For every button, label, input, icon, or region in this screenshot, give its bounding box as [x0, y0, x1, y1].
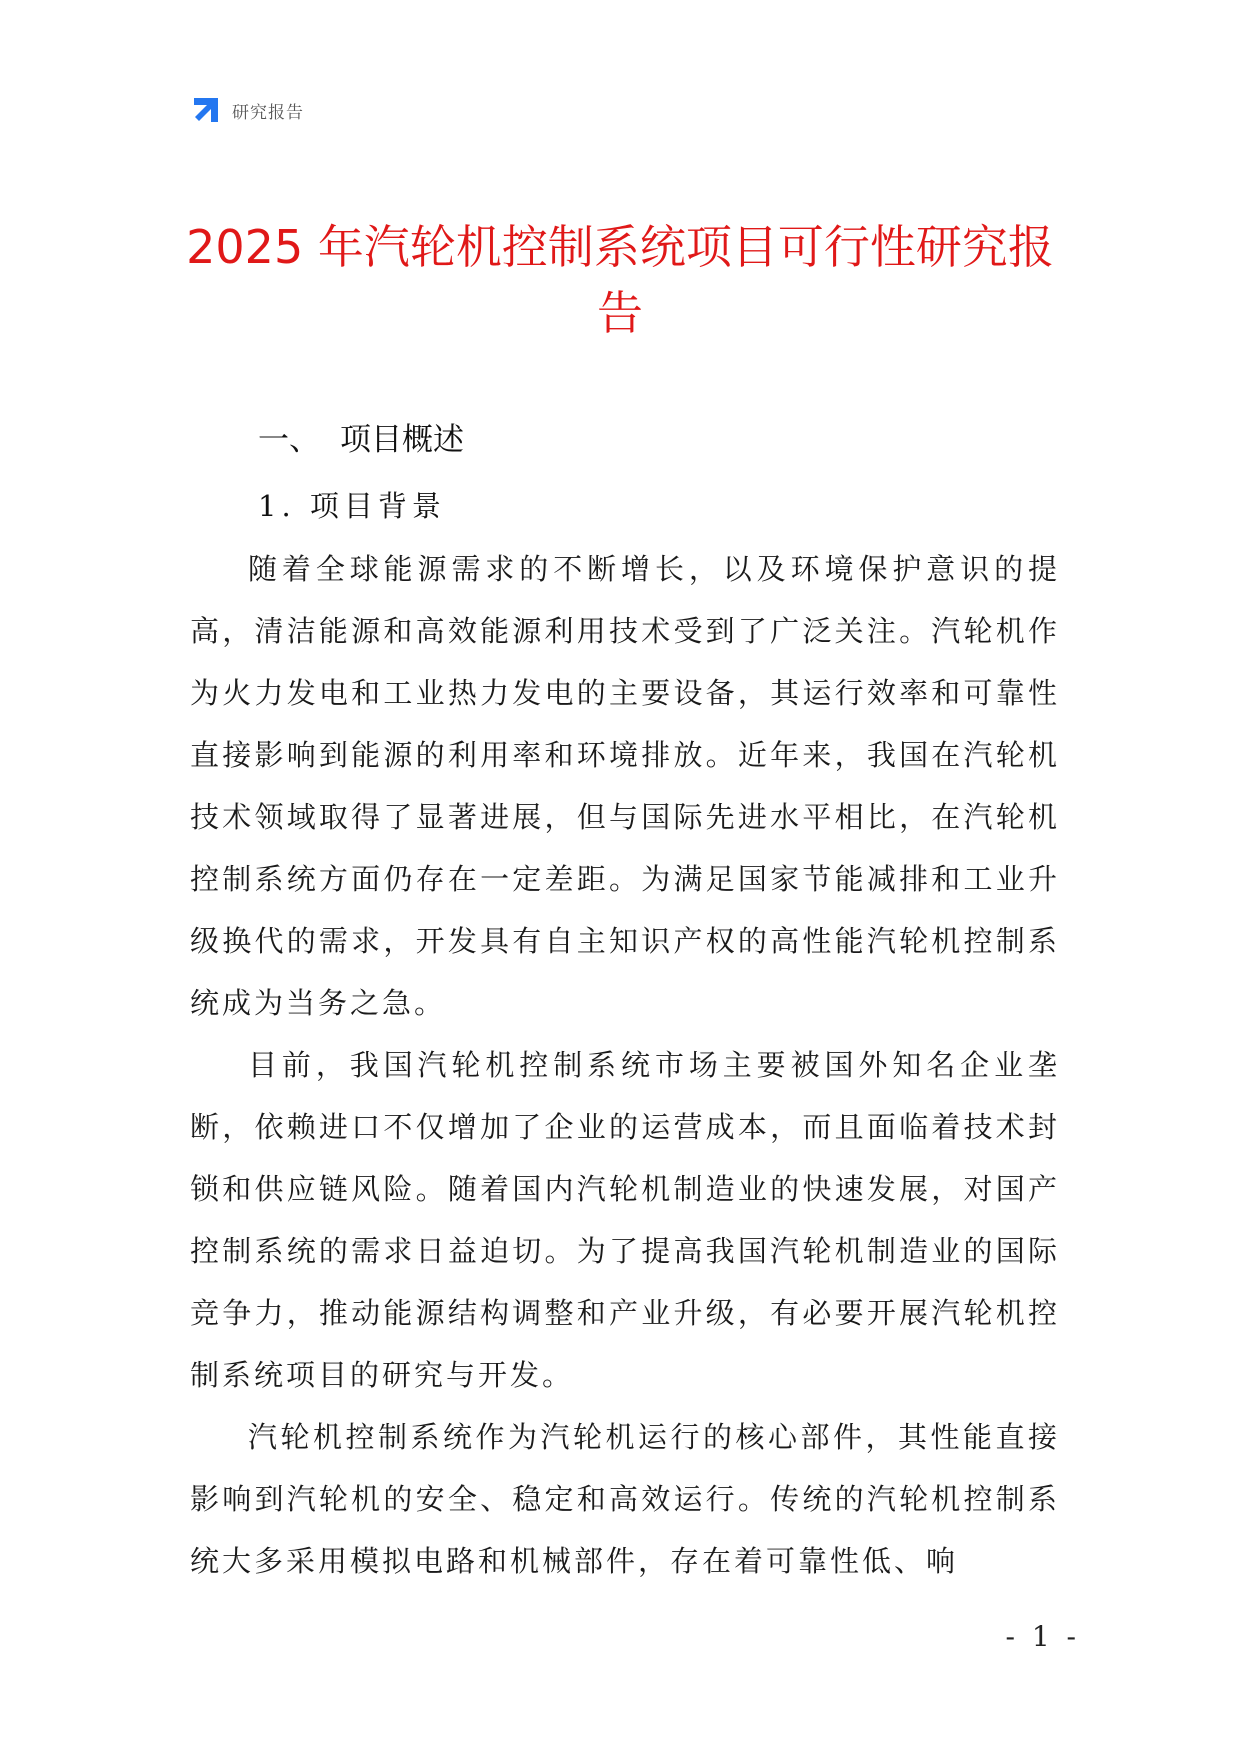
document-title: 2025 年汽轮机控制系统项目可行性研究报告	[186, 220, 1054, 340]
header-label: 研究报告	[232, 102, 304, 123]
subsection-heading: 1. 项目背景	[258, 489, 446, 523]
paragraph: 目前，我国汽轮机控制系统市场主要被国外知名企业垄断，依赖进口不仅增加了企业的运营成本，而且面临着技术封锁和供应链风险。随着国内汽轮机制造业的快速发展，对国产控制系统的需求日益迫切。为了提高我国汽轮机制造业的国际竞争力，推动能源结构调整和产业升级，有必要开展汽轮机控制系统项目的研究与开发。	[190, 1048, 1060, 1392]
section-heading	[258, 418, 464, 462]
paragraph: 随着全球能源需求的不断增长，以及环境保护意识的提高，清洁能源和高效能源利用技术受到了广泛关注。汽轮机作为火力发电和工业热力发电的主要设备，其运行效率和可靠性直接影响到能源的利用率和环境排放。近年来，我国在汽轮机技术领域取得了显著进展，但与国际先进水平相比，在汽轮机控制系统方面仍存在一定差距。为满足国家节能减排和工业升级换代的需求，开发具有自主知识产权的高性能汽轮机控制系统成为当务之急。	[190, 552, 1060, 1020]
page-header	[190, 90, 304, 130]
section-number: 一、	[258, 422, 320, 458]
arrow-logo-icon	[190, 94, 222, 126]
section-title: 项目概述	[340, 422, 464, 458]
paragraph: 汽轮机控制系统作为汽轮机运行的核心部件，其性能直接影响到汽轮机的安全、稳定和高效运行。传统的汽轮机控制系统大多采用模拟电路和机械部件，存在着可靠性低、响	[190, 1420, 1060, 1578]
page-number: - 1 -	[1005, 1620, 1080, 1653]
body-text	[190, 538, 1060, 1592]
